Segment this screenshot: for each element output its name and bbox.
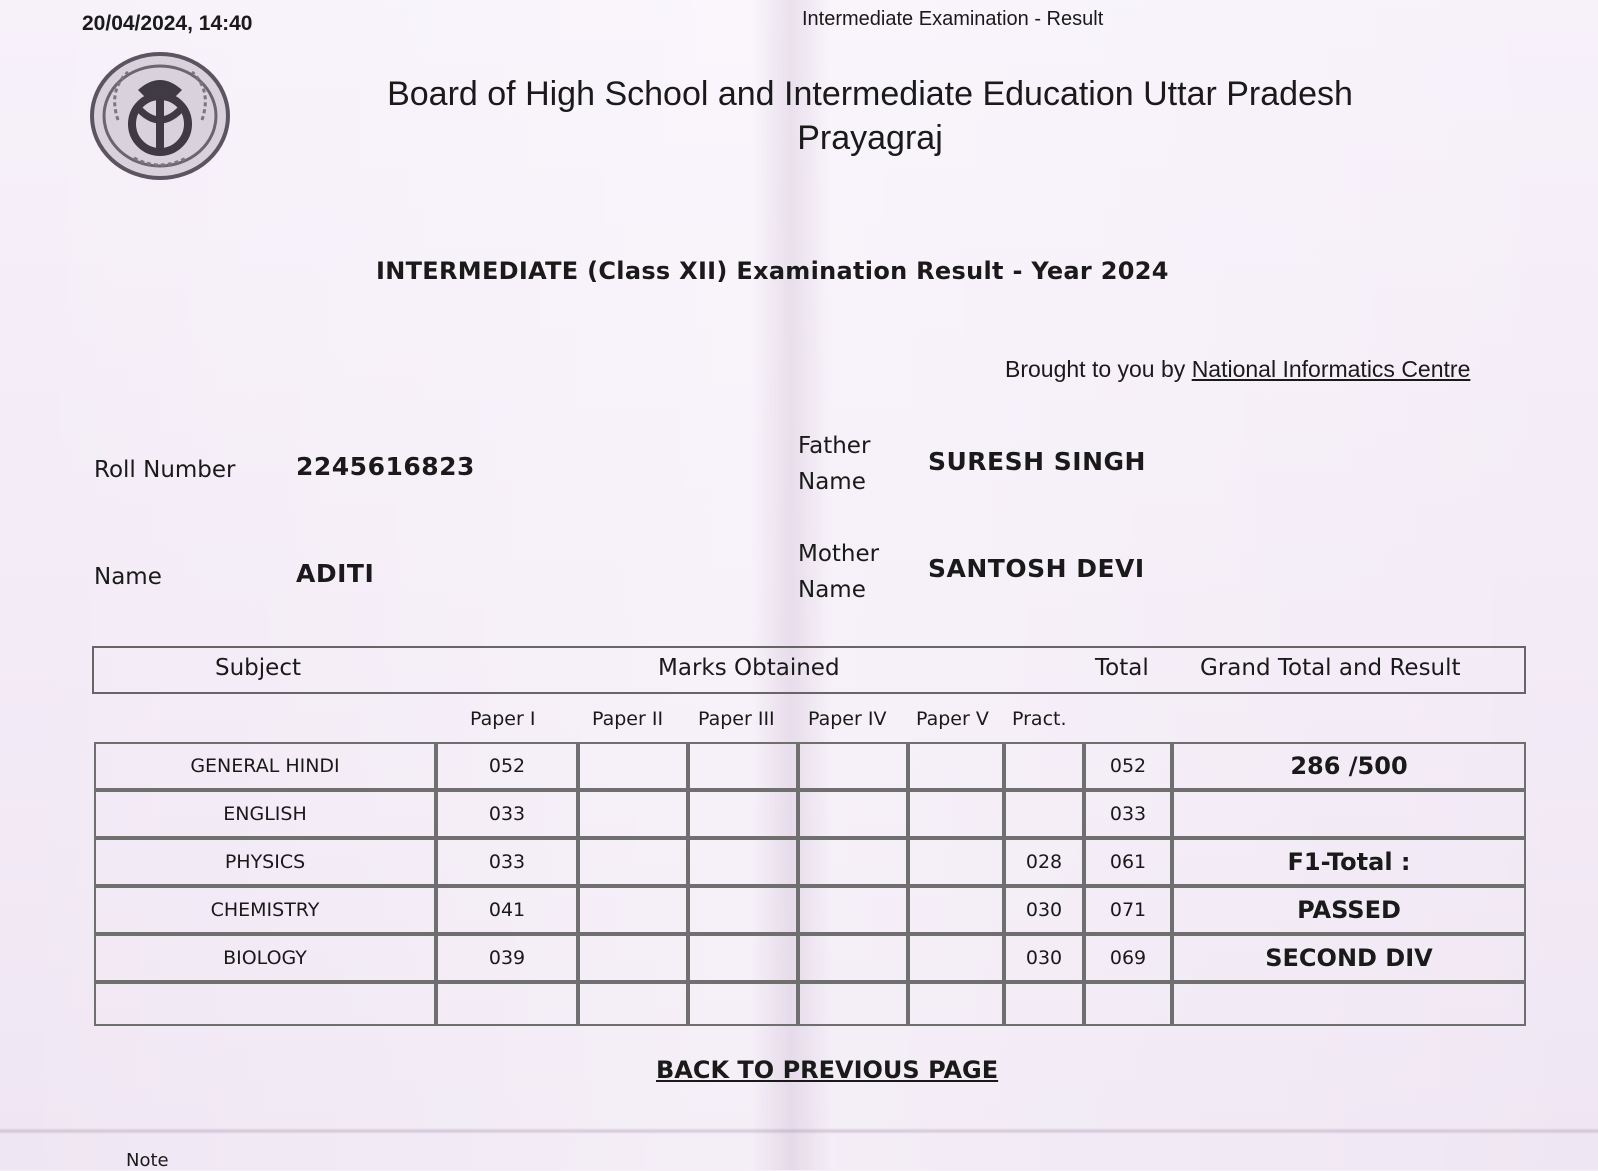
result-blank-cell — [1172, 790, 1526, 838]
empty-cell — [1172, 982, 1526, 1026]
paper-i-cell: 052 — [436, 742, 578, 790]
empty-cell — [578, 982, 688, 1026]
board-emblem-icon — [88, 50, 234, 182]
f1-total-label: F1-Total : — [1172, 838, 1526, 886]
empty-cell — [798, 982, 908, 1026]
practical-header: Pract. — [1012, 708, 1067, 730]
attribution-text: Brought to you by — [1005, 356, 1192, 382]
roll-number-value: 2245616823 — [296, 452, 475, 481]
paper-i-cell: 041 — [436, 886, 578, 934]
paper-fold — [0, 1128, 1598, 1134]
name-value: ADITI — [296, 559, 375, 588]
empty-cell — [1004, 982, 1084, 1026]
father-name-label: Father Name — [798, 433, 871, 495]
total-cell: 052 — [1084, 742, 1172, 790]
empty-cell — [94, 982, 436, 1026]
subject-cell: ENGLISH — [94, 790, 436, 838]
paper-ii-cell — [578, 790, 688, 838]
paper-iv-header: Paper IV — [808, 708, 887, 730]
practical-cell: 030 — [1004, 886, 1084, 934]
empty-cell — [1084, 982, 1172, 1026]
col-grand-total-header: Grand Total and Result — [1200, 655, 1461, 681]
paper-i-header: Paper I — [470, 708, 536, 730]
empty-cell — [436, 982, 578, 1026]
mother-name-value: SANTOSH DEVI — [928, 554, 1145, 583]
col-total-header: Total — [1095, 655, 1149, 681]
total-cell: 033 — [1084, 790, 1172, 838]
practical-cell: 030 — [1004, 934, 1084, 982]
paper-ii-cell — [578, 886, 688, 934]
board-name-line1: Board of High School and Intermediate Education Uttar Pradesh — [387, 75, 1353, 113]
paper-ii-cell — [578, 934, 688, 982]
note-label: Note — [126, 1150, 169, 1171]
board-name — [360, 72, 1380, 160]
division-value: SECOND DIV — [1172, 934, 1526, 982]
paper-i-cell: 033 — [436, 790, 578, 838]
paper-iii-cell — [688, 886, 798, 934]
exam-heading: INTERMEDIATE (Class XII) Examination Result - Year 2024 — [376, 257, 1169, 285]
paper-iv-cell — [798, 934, 908, 982]
back-to-previous-page-link[interactable]: BACK TO PREVIOUS PAGE — [656, 1056, 999, 1084]
paper-iv-cell — [798, 838, 908, 886]
subject-cell: GENERAL HINDI — [94, 742, 436, 790]
paper-ii-cell — [578, 838, 688, 886]
paper-iii-cell — [688, 790, 798, 838]
paper-iii-header: Paper III — [698, 708, 775, 730]
paper-iii-cell — [688, 742, 798, 790]
subject-cell: BIOLOGY — [94, 934, 436, 982]
name-label: Name — [94, 564, 162, 590]
print-page-title: Intermediate Examination - Result — [802, 8, 1104, 30]
paper-ii-header: Paper II — [592, 708, 664, 730]
paper-v-cell — [908, 934, 1004, 982]
paper-v-cell — [908, 742, 1004, 790]
subject-cell: PHYSICS — [94, 838, 436, 886]
paper-iv-cell — [798, 742, 908, 790]
subject-cell: CHEMISTRY — [94, 886, 436, 934]
result-status: PASSED — [1172, 886, 1526, 934]
paper-iii-cell — [688, 934, 798, 982]
attribution — [1005, 356, 1470, 383]
total-cell: 061 — [1084, 838, 1172, 886]
total-cell: 071 — [1084, 886, 1172, 934]
total-cell: 069 — [1084, 934, 1172, 982]
father-name-value: SURESH SINGH — [928, 447, 1146, 476]
col-subject-header: Subject — [215, 655, 301, 681]
print-timestamp: 20/04/2024, 14:40 — [82, 12, 253, 35]
paper-iv-cell — [798, 886, 908, 934]
paper-i-cell: 033 — [436, 838, 578, 886]
grand-total-value: 286 /500 — [1172, 742, 1526, 790]
paper-iv-cell — [798, 790, 908, 838]
mother-name-label: Mother Name — [798, 541, 880, 603]
roll-number-label: Roll Number — [94, 457, 236, 483]
paper-ii-cell — [578, 742, 688, 790]
paper-v-cell — [908, 790, 1004, 838]
practical-cell: 028 — [1004, 838, 1084, 886]
practical-cell — [1004, 790, 1084, 838]
nic-link[interactable]: National Informatics Centre — [1191, 356, 1471, 382]
empty-cell — [908, 982, 1004, 1026]
paper-v-header: Paper V — [916, 708, 989, 730]
paper-v-cell — [908, 838, 1004, 886]
paper-i-cell: 039 — [436, 934, 578, 982]
col-marks-header: Marks Obtained — [658, 655, 840, 681]
empty-cell — [688, 982, 798, 1026]
paper-v-cell — [908, 886, 1004, 934]
paper-iii-cell — [688, 838, 798, 886]
board-name-line2: Prayagraj — [797, 119, 943, 157]
practical-cell — [1004, 742, 1084, 790]
